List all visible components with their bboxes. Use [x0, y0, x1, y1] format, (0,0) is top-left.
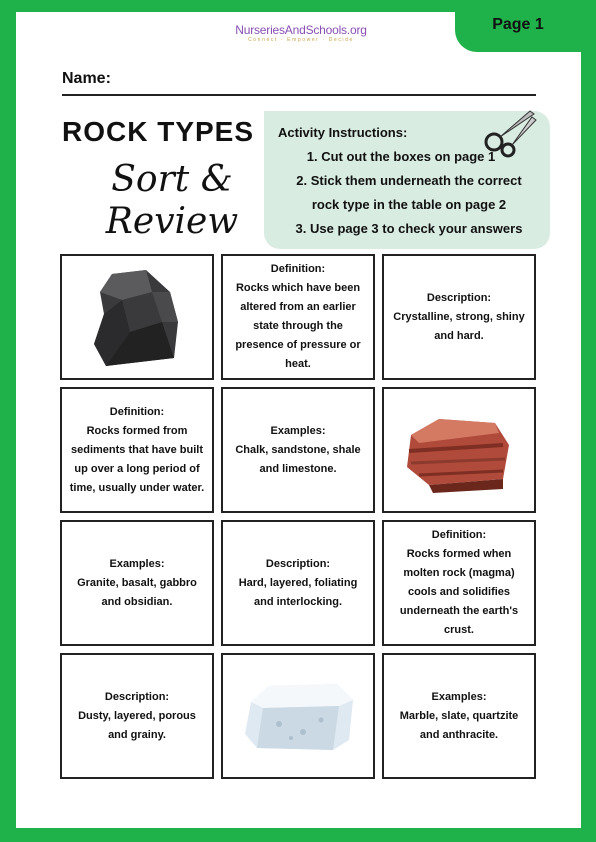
card[interactable]	[382, 387, 536, 513]
card-text: Granite, basalt, gabbro and obsidian.	[77, 576, 197, 608]
name-line[interactable]	[62, 94, 536, 96]
card-label: Description:	[265, 557, 331, 570]
card[interactable]	[382, 653, 536, 779]
card[interactable]	[221, 254, 375, 380]
brand-logo	[226, 23, 376, 43]
card[interactable]	[60, 254, 214, 380]
brand-name: NurseriesAndSchools.org	[235, 23, 367, 37]
instruction-item: 3. Use page 3 to check your answers	[295, 221, 523, 236]
card-label: Definition:	[109, 405, 165, 418]
card-text: Chalk, sandstone, shale and limestone.	[235, 443, 361, 475]
subtitle-sort: Sort &	[111, 159, 233, 200]
card[interactable]	[221, 653, 375, 779]
card-label: Definition:	[431, 529, 487, 541]
page-title: ROCK TYPES	[62, 116, 255, 147]
card-text: Rocks formed from sediments that have built up over a long period of time, usually under water.	[69, 424, 205, 494]
page-label: Page 1	[492, 16, 544, 33]
subtitle-review: Review	[105, 201, 239, 242]
instructions-box	[264, 111, 550, 249]
scissors-icon	[480, 108, 540, 158]
instructions-heading: Activity Instructions:	[278, 125, 408, 140]
card-text: Rocks formed when molten rock (magma) cools and solidifies underneath the earth's crust.	[399, 548, 519, 636]
page-tab	[455, 12, 581, 52]
card[interactable]	[60, 653, 214, 779]
card-grid	[60, 254, 536, 778]
card-text: Rocks which have been altered from an earlier state through the presence of pressure or heat.	[235, 282, 361, 370]
card-label: Examples:	[109, 557, 165, 570]
card-label: Examples:	[431, 690, 487, 703]
card[interactable]	[382, 254, 536, 380]
card-label: Definition:	[270, 263, 326, 275]
dark-rock-icon	[82, 262, 192, 372]
card-text: Dusty, layered, porous and grainy.	[78, 709, 196, 741]
worksheet-page	[16, 12, 581, 828]
instruction-item: 1. Cut out the boxes on page 1	[306, 149, 496, 164]
instruction-item: rock type in the table on page 2	[311, 197, 507, 212]
white-rock-icon	[233, 676, 363, 756]
instruction-item: 2. Stick them underneath the correct	[296, 173, 522, 188]
card-label: Examples:	[270, 424, 326, 437]
card[interactable]	[60, 520, 214, 646]
card[interactable]	[221, 387, 375, 513]
card-text: Marble, slate, quartzite and anthracite.	[399, 709, 519, 741]
name-label: Name:	[62, 70, 111, 87]
layered-red-rock-icon	[399, 405, 519, 495]
card-label: Description:	[104, 690, 170, 703]
card-text: Hard, layered, foliating and interlocking.	[238, 576, 358, 608]
card[interactable]	[221, 520, 375, 646]
card[interactable]	[382, 520, 536, 646]
card[interactable]	[60, 387, 214, 513]
card-label: Description:	[426, 291, 492, 304]
card-text: Crystalline, strong, shiny and hard.	[393, 310, 525, 342]
brand-tagline: Connect · Empower · Decide	[248, 37, 354, 43]
